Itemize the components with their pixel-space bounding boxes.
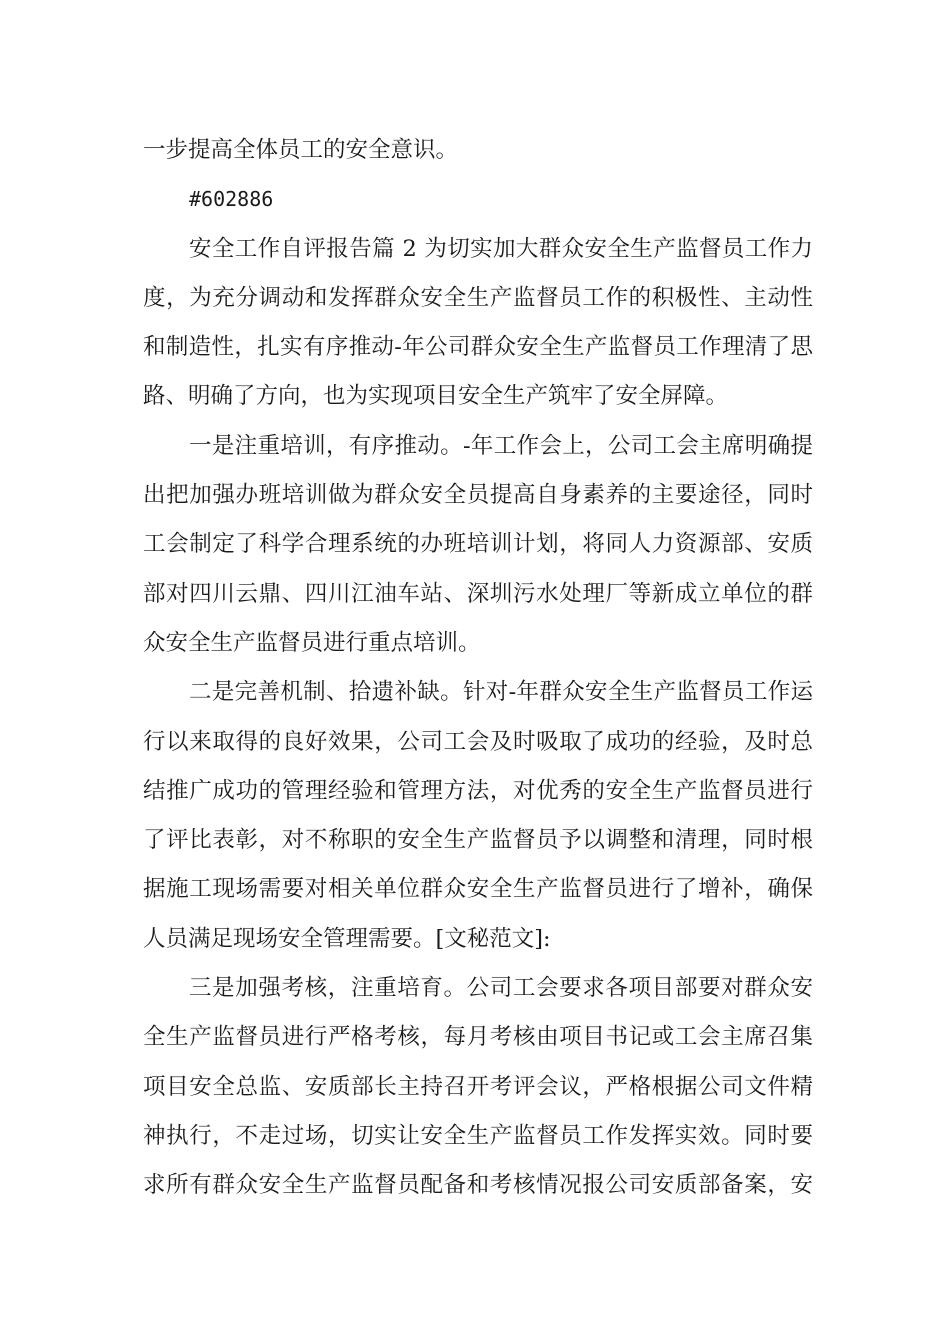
text-line: 求所有群众安全生产监督员配备和考核情况报公司安质部备案，安 [143,1172,813,1199]
text-line: 一是注重培训，有序推动。-年工作会上，公司工会主席明确提 [189,432,813,459]
text-line: 安全工作自评报告篇 2 为切实加大群众安全生产监督员工作力 [189,235,813,262]
document-id: #602886 [189,187,274,212]
text-line: 度，为充分调动和发挥群众安全生产监督员工作的积极性、主动性 [143,284,813,311]
text-line: 结推广成功的管理经验和管理方法，对优秀的安全生产监督员进行 [143,777,813,804]
text-line: 人员满足现场安全管理需要。[文秘范文]: [143,925,551,952]
text-line: 神执行，不走过场，切实让安全生产监督员工作发挥实效。同时要 [143,1122,813,1149]
text-line: 路、明确了方向，也为实现项目安全生产筑牢了安全屏障。 [143,383,729,410]
text-line: 出把加强办班培训做为群众安全员提高自身素养的主要途径，同时 [143,482,813,509]
text-line: 和制造性，扎实有序推动-年公司群众安全生产监督员工作理清了思 [143,334,813,361]
text-line: 众安全生产监督员进行重点培训。 [143,629,481,656]
document-body [143,126,813,1211]
text-line: 全生产监督员进行严格考核，每月考核由项目书记或工会主席召集 [143,1024,813,1051]
text-line: 三是加强考核，注重培育。公司工会要求各项目部要对群众安 [189,975,813,1002]
text-line: 部对四川云鼎、四川江油车站、深圳污水处理厂等新成立单位的群 [143,580,813,607]
text-line: 项目安全总监、安质部长主持召开考评会议，严格根据公司文件精 [143,1073,813,1100]
text-line: 二是完善机制、拾遗补缺。针对-年群众安全生产监督员工作运 [189,679,813,706]
text-line: 工会制定了科学合理系统的办班培训计划，将同人力资源部、安质 [143,531,813,558]
text-line: 据施工现场需要对相关单位群众安全生产监督员进行了增补，确保 [143,876,813,903]
text-line: 一步提高全体员工的安全意识。 [143,137,459,163]
text-line: 了评比表彰，对不称职的安全生产监督员予以调整和清理，同时根 [143,827,813,854]
text-line: 行以来取得的良好效果，公司工会及时吸取了成功的经验，及时总 [143,728,813,755]
